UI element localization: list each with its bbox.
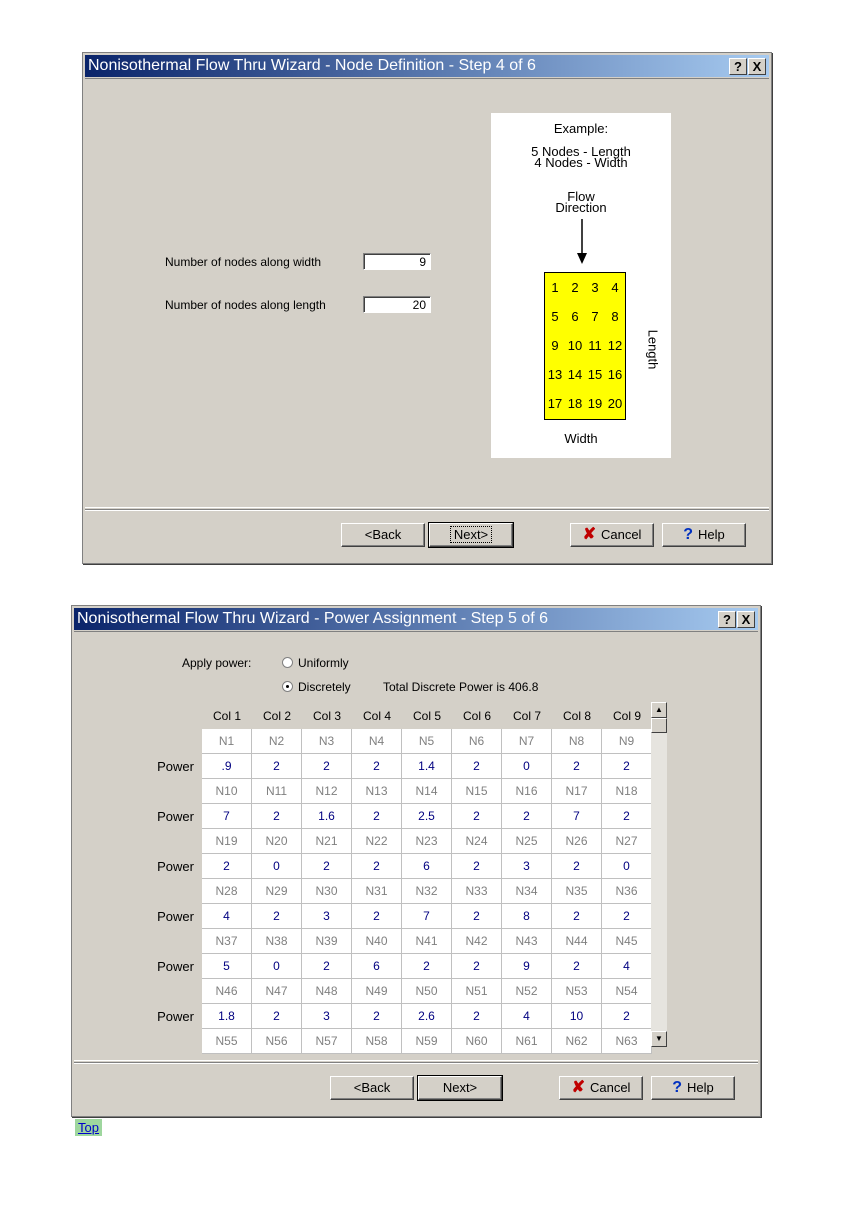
- power-value-cell[interactable]: 2: [352, 804, 402, 829]
- power-value-cell[interactable]: 2: [602, 1004, 652, 1029]
- help-button[interactable]: [662, 523, 746, 547]
- node-id-cell: N51: [452, 979, 502, 1004]
- power-value-cell[interactable]: 4: [502, 1004, 552, 1029]
- power-value-cell[interactable]: 2: [452, 904, 502, 929]
- node-id-cell: N3: [302, 729, 352, 754]
- radio-selected-dot: [286, 685, 289, 688]
- node-id-cell: N57: [302, 1029, 352, 1054]
- flow-label-1: Flow: [567, 189, 595, 204]
- example-cell: 1: [551, 280, 559, 295]
- node-id-cell: N55: [202, 1029, 252, 1054]
- power-value-cell[interactable]: 2: [502, 804, 552, 829]
- example-cell: 5: [551, 309, 559, 324]
- node-id-cell: N31: [352, 879, 402, 904]
- node-id-cell: N62: [552, 1029, 602, 1054]
- power-value-cell[interactable]: 2: [302, 754, 352, 779]
- power-value-cell[interactable]: 2: [352, 1004, 402, 1029]
- length-nodes-input[interactable]: 20: [363, 296, 431, 313]
- back-button[interactable]: [341, 523, 425, 547]
- help-glyph: ?: [723, 612, 731, 627]
- example-heading: Example:: [553, 121, 609, 136]
- node-id-cell: N33: [452, 879, 502, 904]
- cancel-x-icon: ✘: [571, 1079, 585, 1096]
- node-id-cell: N19: [202, 829, 252, 854]
- node-id-cell: N44: [552, 929, 602, 954]
- node-id-cell: N28: [202, 879, 252, 904]
- node-id-cell: N4: [352, 729, 402, 754]
- help-question-icon: ?: [672, 1079, 683, 1096]
- power-value-cell[interactable]: 2: [452, 854, 502, 879]
- column-header: Col 8: [562, 709, 591, 723]
- column-header: Col 4: [362, 709, 391, 723]
- node-id-cell: N8: [552, 729, 602, 754]
- close-glyph: X: [752, 59, 762, 74]
- node-id-cell: N24: [452, 829, 502, 854]
- power-value-cell[interactable]: 10: [552, 1004, 602, 1029]
- flow-label-2: Direction: [555, 200, 607, 215]
- power-row-label: Power: [157, 959, 194, 974]
- node-id-cell: N37: [202, 929, 252, 954]
- power-value-cell[interactable]: 6: [402, 854, 452, 879]
- power-value-cell[interactable]: 2: [352, 904, 402, 929]
- power-value-cell[interactable]: 3: [302, 904, 352, 929]
- cancel-button[interactable]: [570, 523, 654, 547]
- length-label: Number of nodes along length: [165, 298, 326, 312]
- example-cell: 19: [587, 396, 603, 411]
- scroll-down-button[interactable]: ▼: [651, 1031, 667, 1047]
- back-label: <Back: [364, 527, 402, 542]
- power-value-cell[interactable]: 0: [502, 754, 552, 779]
- help-label: Help: [687, 1080, 714, 1095]
- back-label: <Back: [353, 1080, 391, 1095]
- node-id-cell: N2: [252, 729, 302, 754]
- example-cell: 13: [547, 367, 563, 382]
- node-id-cell: N35: [552, 879, 602, 904]
- scroll-up-button[interactable]: ▲: [651, 702, 667, 718]
- node-id-cell: N12: [302, 779, 352, 804]
- example-cell: 12: [607, 338, 623, 353]
- power-value-cell[interactable]: 9: [502, 954, 552, 979]
- node-id-cell: N1: [202, 729, 252, 754]
- width-nodes-input[interactable]: 9: [363, 253, 431, 270]
- apply-power-label: Apply power:: [182, 656, 252, 670]
- node-id-cell: N43: [502, 929, 552, 954]
- power-value-cell[interactable]: 2: [452, 804, 502, 829]
- example-cell: 15: [587, 367, 603, 382]
- cancel-button[interactable]: [559, 1076, 643, 1100]
- power-value-cell[interactable]: 2.6: [402, 1004, 452, 1029]
- power-value-cell[interactable]: 1.8: [202, 1004, 252, 1029]
- node-id-cell: N42: [452, 929, 502, 954]
- column-header: Col 2: [262, 709, 291, 723]
- power-value-cell[interactable]: 2: [302, 854, 352, 879]
- example-length-label: Length: [645, 329, 661, 370]
- example-cell: 7: [591, 309, 599, 324]
- power-value-cell[interactable]: 2: [452, 1004, 502, 1029]
- power-value-cell[interactable]: 2: [302, 954, 352, 979]
- node-id-cell: N60: [452, 1029, 502, 1054]
- power-value-cell[interactable]: 2: [402, 954, 452, 979]
- width-label: Number of nodes along width: [165, 255, 322, 269]
- help-glyph: ?: [734, 59, 742, 74]
- power-value-cell[interactable]: 3: [302, 1004, 352, 1029]
- node-id-cell: N17: [552, 779, 602, 804]
- example-cell: 17: [547, 396, 563, 411]
- power-value-cell[interactable]: 2: [552, 954, 602, 979]
- power-value-cell[interactable]: 2: [252, 754, 302, 779]
- column-header: Col 1: [212, 709, 241, 723]
- example-cell: 6: [571, 309, 579, 324]
- example-cell: 20: [607, 396, 623, 411]
- node-id-cell: N29: [252, 879, 302, 904]
- node-id-cell: N26: [552, 829, 602, 854]
- discretely-radio[interactable]: [282, 681, 293, 692]
- scroll-thumb[interactable]: [651, 718, 667, 733]
- node-id-cell: N54: [602, 979, 652, 1004]
- power-value-cell[interactable]: 7: [202, 804, 252, 829]
- node-id-cell: N39: [302, 929, 352, 954]
- example-cell: 11: [588, 338, 602, 353]
- title-bar: [74, 608, 758, 630]
- power-row-label: Power: [157, 759, 194, 774]
- example-cell: 3: [591, 280, 599, 295]
- next-label: Next>: [442, 1080, 478, 1095]
- power-row-label: Power: [157, 809, 194, 824]
- power-value-cell[interactable]: 2: [602, 754, 652, 779]
- help-title-button[interactable]: [729, 58, 747, 75]
- power-value-cell[interactable]: 2: [252, 1004, 302, 1029]
- node-id-cell: N7: [502, 729, 552, 754]
- example-cell: 8: [611, 309, 619, 324]
- power-value-cell[interactable]: 5: [202, 954, 252, 979]
- example-cell: 9: [551, 338, 559, 353]
- power-value-cell[interactable]: 2: [602, 804, 652, 829]
- power-value-cell[interactable]: 2.5: [402, 804, 452, 829]
- power-value-cell[interactable]: 2: [252, 904, 302, 929]
- power-value-cell[interactable]: 2: [552, 854, 602, 879]
- power-value-cell[interactable]: 8: [502, 904, 552, 929]
- power-value-cell[interactable]: 2: [452, 754, 502, 779]
- node-id-cell: N5: [402, 729, 452, 754]
- node-id-cell: N27: [602, 829, 652, 854]
- node-id-cell: N15: [452, 779, 502, 804]
- power-value-cell[interactable]: 1.6: [302, 804, 352, 829]
- column-header: Col 9: [612, 709, 641, 723]
- node-id-cell: N9: [602, 729, 652, 754]
- power-value-cell[interactable]: 4: [602, 954, 652, 979]
- power-assignment-dialog: [71, 605, 761, 1117]
- node-id-cell: N48: [302, 979, 352, 1004]
- example-node-grid: [544, 272, 626, 420]
- node-id-cell: N56: [252, 1029, 302, 1054]
- node-id-cell: N22: [352, 829, 402, 854]
- next-button[interactable]: [418, 1076, 502, 1100]
- example-cell: 18: [567, 396, 583, 411]
- close-glyph: X: [741, 612, 751, 627]
- node-id-cell: N23: [402, 829, 452, 854]
- footer-separator: [74, 1062, 758, 1064]
- power-value-cell[interactable]: 2: [202, 854, 252, 879]
- node-id-cell: N18: [602, 779, 652, 804]
- power-value-cell[interactable]: 2: [552, 904, 602, 929]
- dialog-title: Nonisothermal Flow Thru Wizard - Power Assignment - Step 5 of 6: [77, 610, 548, 627]
- node-id-cell: N46: [202, 979, 252, 1004]
- power-row-label: Power: [157, 909, 194, 924]
- node-definition-dialog: [82, 52, 772, 564]
- uniformly-label[interactable]: Uniformly: [298, 656, 349, 670]
- node-id-cell: N34: [502, 879, 552, 904]
- cancel-label: Cancel: [600, 527, 642, 542]
- back-button[interactable]: [330, 1076, 414, 1100]
- column-header: Col 6: [462, 709, 491, 723]
- power-value-cell[interactable]: 2: [552, 754, 602, 779]
- node-id-cell: N10: [202, 779, 252, 804]
- total-power-text: Total Discrete Power is 406.8: [383, 680, 539, 694]
- example-width-note: 4 Nodes - Width: [534, 155, 628, 170]
- node-id-cell: N11: [252, 779, 302, 804]
- node-id-cell: N50: [402, 979, 452, 1004]
- example-diagram: [491, 113, 671, 458]
- next-label: Next>: [451, 527, 491, 542]
- node-id-cell: N45: [602, 929, 652, 954]
- footer-separator: [85, 509, 769, 511]
- cancel-x-icon: ✘: [582, 526, 596, 543]
- example-cell: 14: [567, 367, 583, 382]
- node-id-cell: N47: [252, 979, 302, 1004]
- help-question-icon: ?: [683, 526, 694, 543]
- example-width-label: Width: [564, 431, 598, 446]
- node-id-cell: N30: [302, 879, 352, 904]
- power-value-cell[interactable]: 0: [602, 854, 652, 879]
- close-title-button[interactable]: [748, 58, 766, 75]
- help-button[interactable]: [651, 1076, 735, 1100]
- node-id-cell: N13: [352, 779, 402, 804]
- power-value-cell[interactable]: 7: [402, 904, 452, 929]
- grid-scrollbar[interactable]: [651, 702, 667, 1047]
- power-value-cell[interactable]: 4: [202, 904, 252, 929]
- node-id-cell: N58: [352, 1029, 402, 1054]
- power-value-cell[interactable]: 1.4: [402, 754, 452, 779]
- column-header: Col 7: [512, 709, 541, 723]
- power-value-cell[interactable]: 2: [252, 804, 302, 829]
- example-cell: 16: [607, 367, 623, 382]
- node-id-cell: N41: [402, 929, 452, 954]
- help-title-button[interactable]: [718, 611, 736, 628]
- uniformly-radio[interactable]: [282, 657, 293, 668]
- example-cell: 4: [611, 280, 619, 295]
- column-header: Col 5: [412, 709, 441, 723]
- node-id-cell: N36: [602, 879, 652, 904]
- node-id-cell: N16: [502, 779, 552, 804]
- node-id-cell: N6: [452, 729, 502, 754]
- power-value-cell[interactable]: 3: [502, 854, 552, 879]
- node-id-cell: N32: [402, 879, 452, 904]
- power-value-cell[interactable]: 2: [352, 854, 402, 879]
- node-id-cell: N38: [252, 929, 302, 954]
- node-id-cell: N21: [302, 829, 352, 854]
- node-id-cell: N61: [502, 1029, 552, 1054]
- power-row-label: Power: [157, 1009, 194, 1024]
- example-length-note: 5 Nodes - Length: [531, 144, 631, 159]
- node-id-cell: N53: [552, 979, 602, 1004]
- help-label: Help: [698, 527, 725, 542]
- example-cell: 2: [571, 280, 579, 295]
- cancel-label: Cancel: [589, 1080, 631, 1095]
- power-value-cell[interactable]: 2: [352, 754, 402, 779]
- node-id-cell: N49: [352, 979, 402, 1004]
- node-id-cell: N25: [502, 829, 552, 854]
- discretely-label[interactable]: Discretely: [298, 680, 351, 694]
- power-value-cell[interactable]: 6: [352, 954, 402, 979]
- power-value-cell[interactable]: 7: [552, 804, 602, 829]
- example-cell: 10: [567, 338, 583, 353]
- power-value-cell[interactable]: 0: [252, 854, 302, 879]
- power-value-cell[interactable]: 0: [252, 954, 302, 979]
- power-value-cell[interactable]: .9: [202, 754, 252, 779]
- power-value-cell[interactable]: 2: [452, 954, 502, 979]
- node-id-cell: N59: [402, 1029, 452, 1054]
- node-id-cell: N14: [402, 779, 452, 804]
- node-id-cell: N52: [502, 979, 552, 1004]
- title-bar: [85, 55, 769, 77]
- top-link[interactable]: Top: [75, 1119, 102, 1136]
- power-value-cell[interactable]: 2: [602, 904, 652, 929]
- node-id-cell: N20: [252, 829, 302, 854]
- column-header: Col 3: [312, 709, 341, 723]
- close-title-button[interactable]: [737, 611, 755, 628]
- next-button[interactable]: [429, 523, 513, 547]
- flow-arrow-icon: [576, 219, 588, 265]
- power-row-label: Power: [157, 859, 194, 874]
- node-id-cell: N63: [602, 1029, 652, 1054]
- node-id-cell: N40: [352, 929, 402, 954]
- dialog-title: Nonisothermal Flow Thru Wizard - Node Definition - Step 4 of 6: [88, 57, 536, 74]
